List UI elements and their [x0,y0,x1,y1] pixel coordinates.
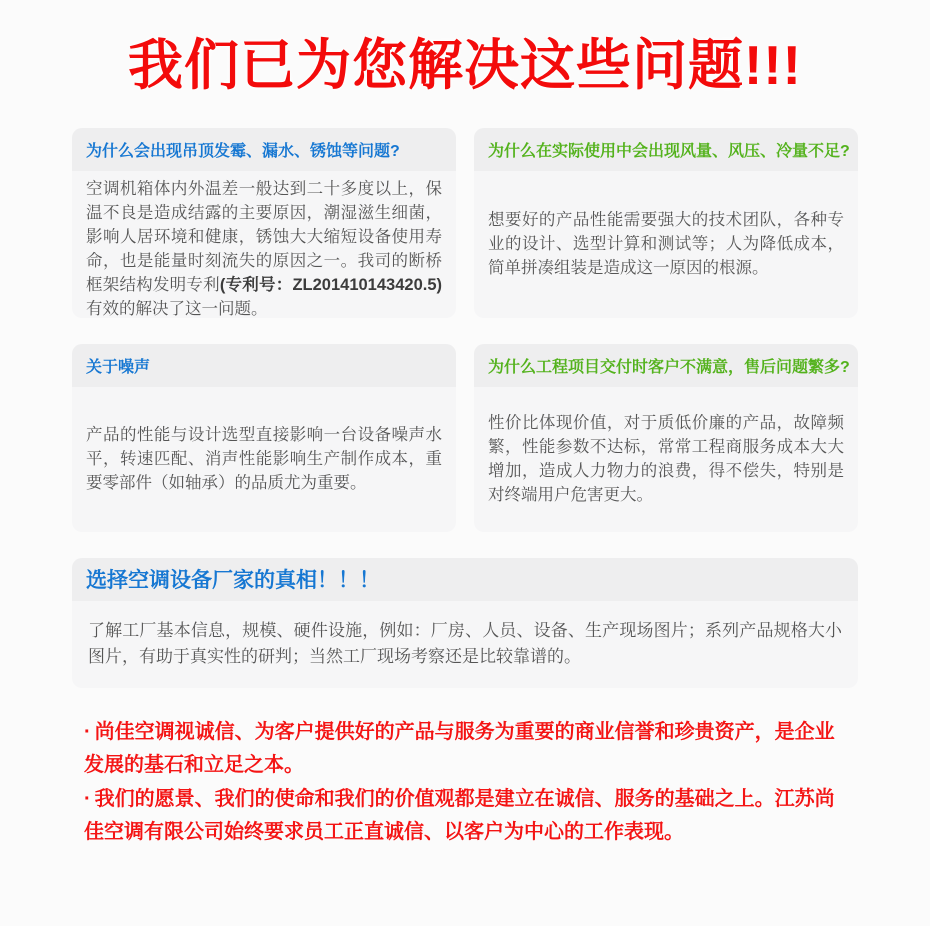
card-factory-truth [72,558,858,688]
integrity-bullet-1-text: 尚佳空调视诚信、为客户提供好的产品与服务为重要的商业信誉和珍贵资产，是企业发展的基石和立足之本。 [84,720,835,776]
card-airflow-shortage-body-text: 想要好的产品性能需要强大的技术团队，各种专业的设计、选型计算和测试等；人为降低成本，简单拼凑组装是造成这一原因的根源。 [488,211,844,277]
card-aftersales-body [474,387,858,532]
body-text-before-patent: 空调机箱体内外温差一般达到二十多度以上，保温不良是造成结露的主要原因，潮湿滋生细菌，影响人居环境和健康，锈蚀大大缩短设备使用寿命，也是能量时刻流失的原因之一。我司的断桥框架结构发明专利 [86,179,442,294]
integrity-bullet-2-text: 我们的愿景、我们的使命和我们的价值观都是建立在诚信、服务的基础之上。江苏尚佳空调有限公司始终要求员工正直诚信、以客户为中心的工作表现。 [84,787,835,843]
card-airflow-shortage [474,128,858,318]
content-area [0,128,930,688]
card-mold-leak-rust [72,128,456,318]
patent-number: (专利号：ZL201410143420.5) [219,275,442,294]
bullet-dot: · [84,787,91,810]
body-text-after-patent: 有效的解决了这一问题。 [86,299,268,318]
card-noise-heading: 关于噪声 [72,344,456,387]
card-mold-leak-rust-body-text [86,177,442,318]
integrity-bullet-1 [84,716,846,782]
card-noise [72,344,456,532]
page-title: 我们已为您解决这些问题!!! [128,34,802,96]
card-factory-truth-body [72,601,858,688]
problem-card-grid [72,128,858,532]
card-factory-truth-heading: 选择空调设备厂家的真相！！！ [72,558,858,601]
integrity-statement [0,688,930,849]
card-mold-leak-rust-body [72,171,456,318]
card-aftersales [474,344,858,532]
bullet-dot: · [84,720,91,743]
card-aftersales-body-text: 性价比体现价值，对于质低价廉的产品，故障频繁，性能参数不达标，常常工程商服务成本大大增加，造成人力物力的浪费，得不偿失，特别是对终端用户危害更大。 [488,414,844,504]
card-noise-body [72,387,456,532]
card-airflow-shortage-body [474,171,858,318]
card-aftersales-heading: 为什么工程项目交付时客户不满意，售后问题繁多? [474,344,858,387]
card-mold-leak-rust-heading: 为什么会出现吊顶发霉、漏水、锈蚀等问题? [72,128,456,171]
integrity-bullet-2 [84,783,846,849]
card-noise-body-text: 产品的性能与设计选型直接影响一台设备噪声水平，转速匹配、消声性能影响生产制作成本，重要零部件（如轴承）的品质尤为重要。 [86,426,442,492]
card-airflow-shortage-heading: 为什么在实际使用中会出现风量、风压、冷量不足? [474,128,858,171]
card-factory-truth-body-text: 了解工厂基本信息，规模、硬件设施，例如：厂房、人员、设备、生产现场图片；系列产品规格大小图片，有助于真实性的研判；当然工厂现场考察还是比较靠谱的。 [88,621,842,666]
